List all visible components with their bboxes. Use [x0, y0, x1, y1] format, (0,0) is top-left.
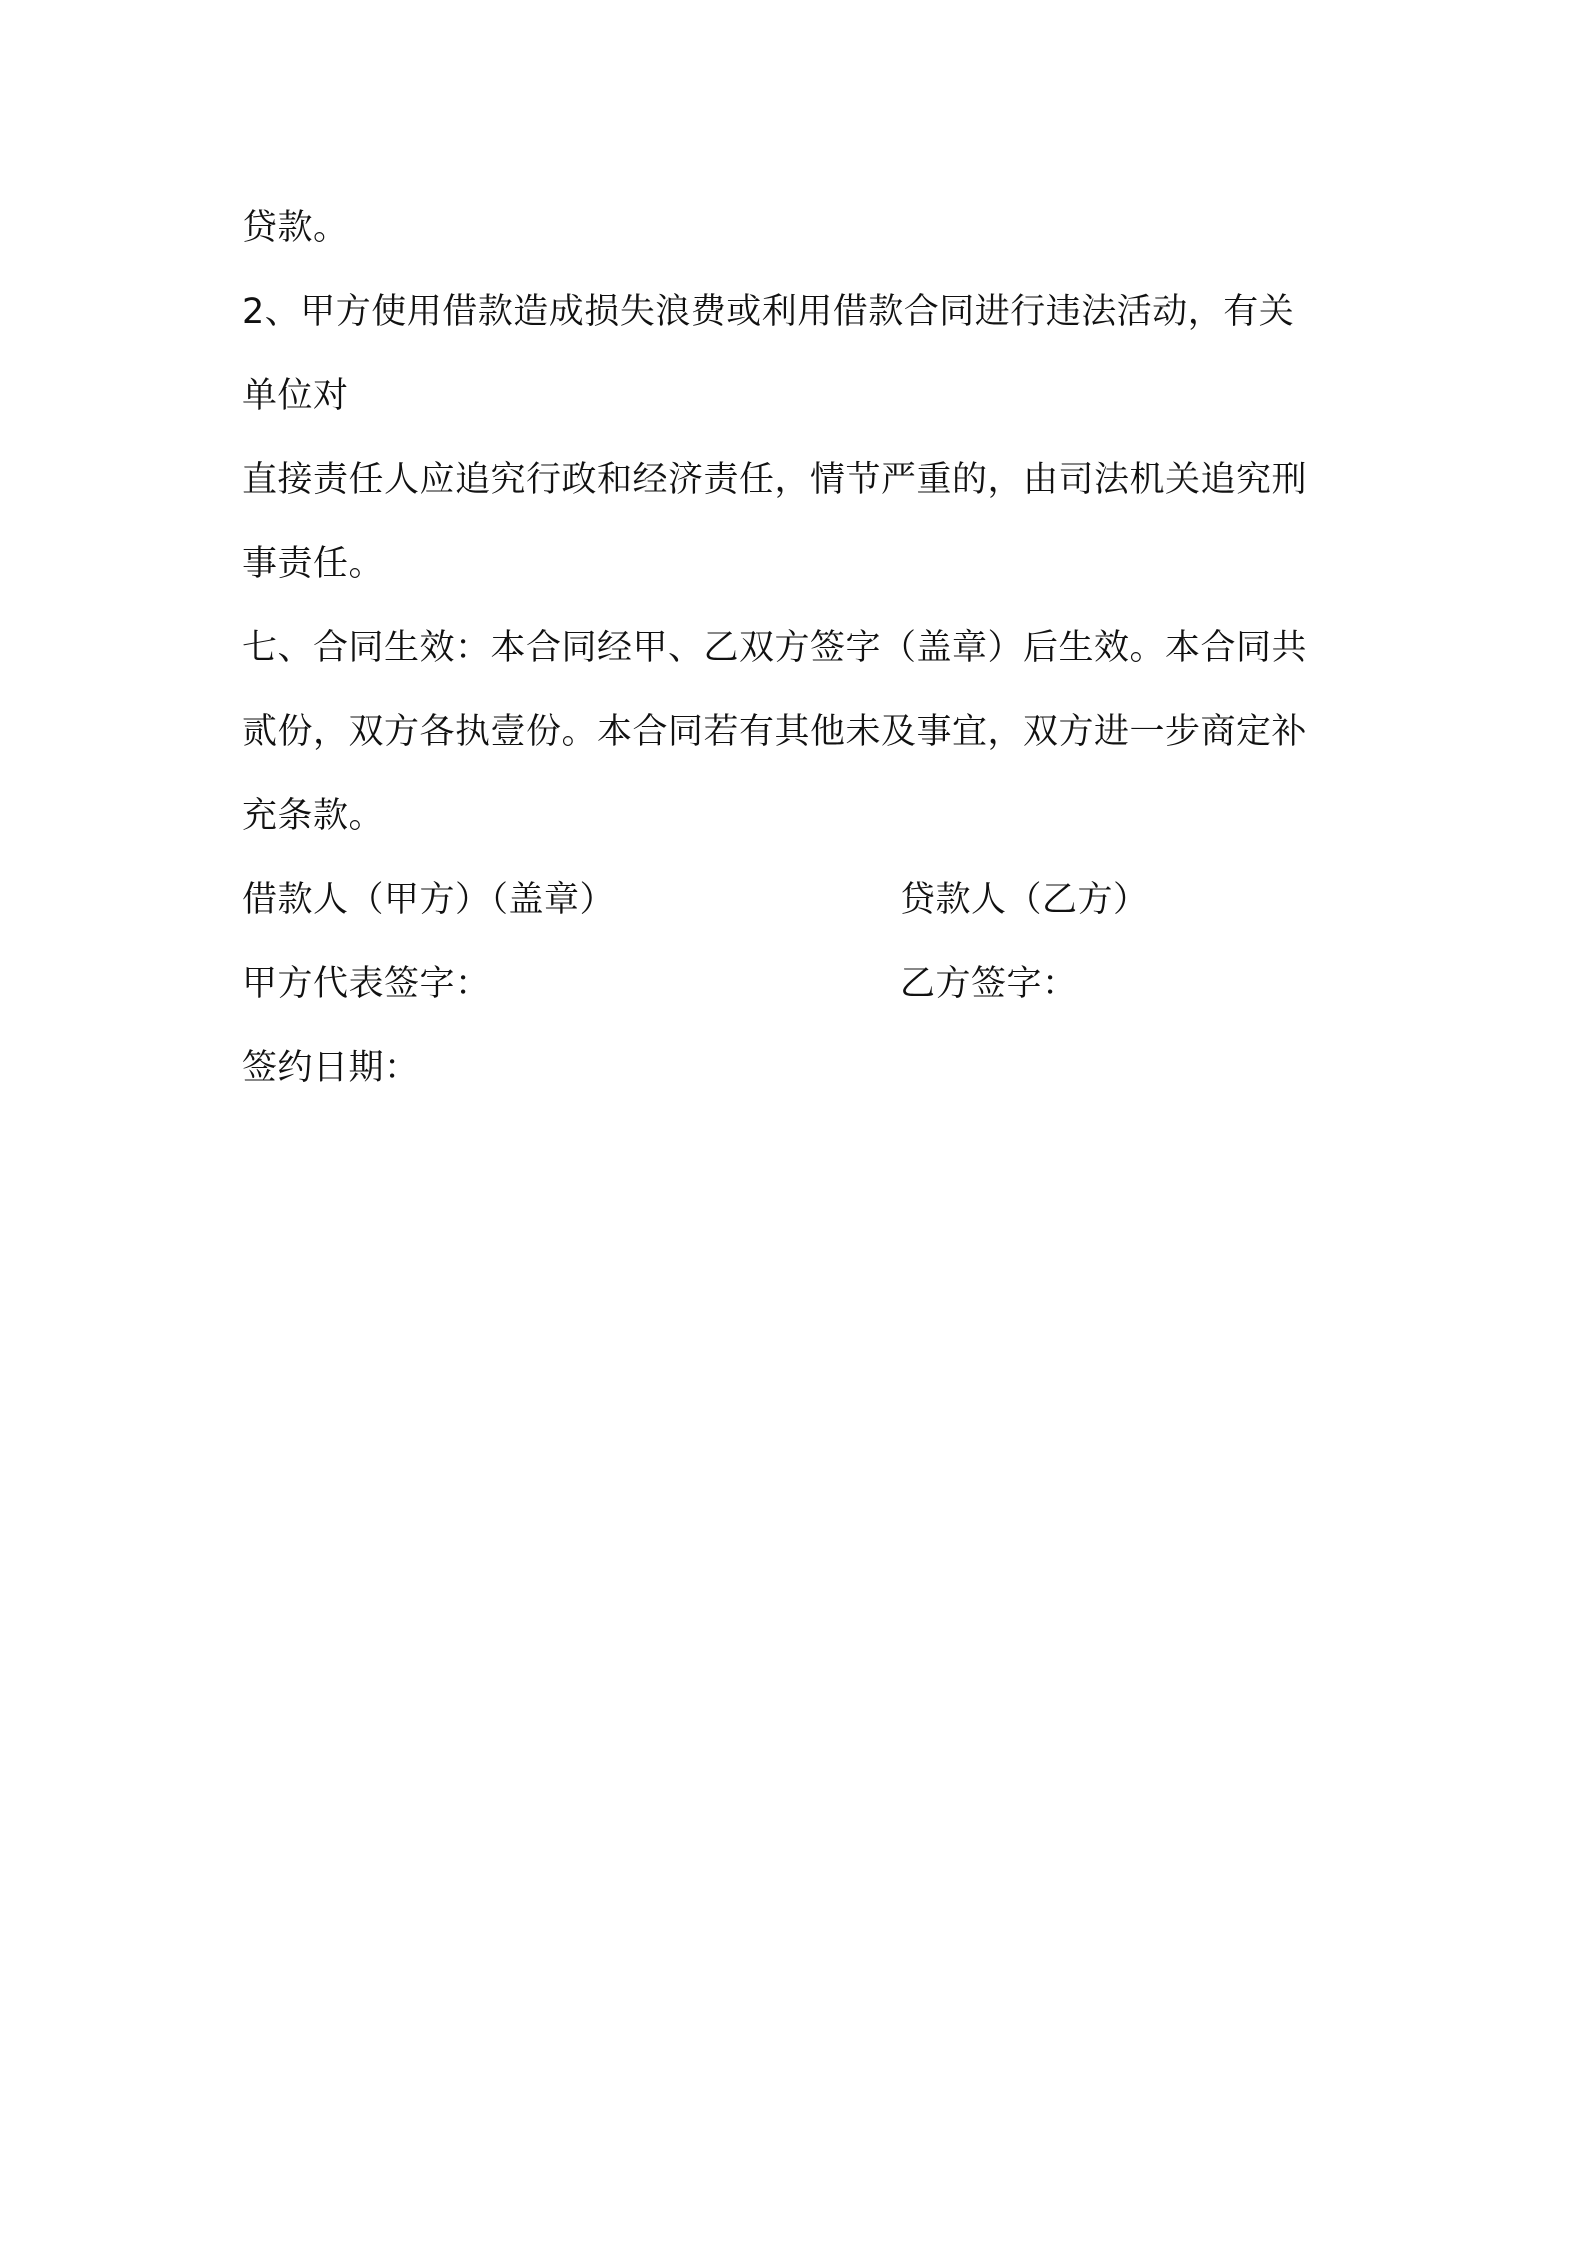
date-label: 签约日期：	[242, 1048, 420, 1088]
borrower-label: 借款人（甲方）（盖章）	[242, 880, 616, 920]
paragraph-line: 七、合同生效：本合同经甲、乙双方签字（盖章）后生效。本合同共	[242, 628, 1308, 668]
paragraph-line: 贷款。	[242, 208, 349, 248]
paragraph-line: 充条款。	[242, 796, 385, 836]
paragraph-line: 直接责任人应追究行政和经济责任，情节严重的，由司法机关追究刑	[242, 460, 1308, 500]
paragraph-line: 单位对	[242, 376, 349, 416]
lender-label: 贷款人（乙方）	[900, 880, 1149, 920]
paragraph-line: 2、甲方使用借款造成损失浪费或利用借款合同进行违法活动，有关	[242, 292, 1295, 332]
paragraph-line: 事责任。	[242, 544, 385, 584]
party-b-sign-label: 乙方签字：	[900, 964, 1078, 1004]
paragraph-line: 贰份，双方各执壹份。本合同若有其他未及事宜，双方进一步商定补	[242, 712, 1308, 752]
party-a-sign-label: 甲方代表签字：	[242, 964, 491, 1004]
